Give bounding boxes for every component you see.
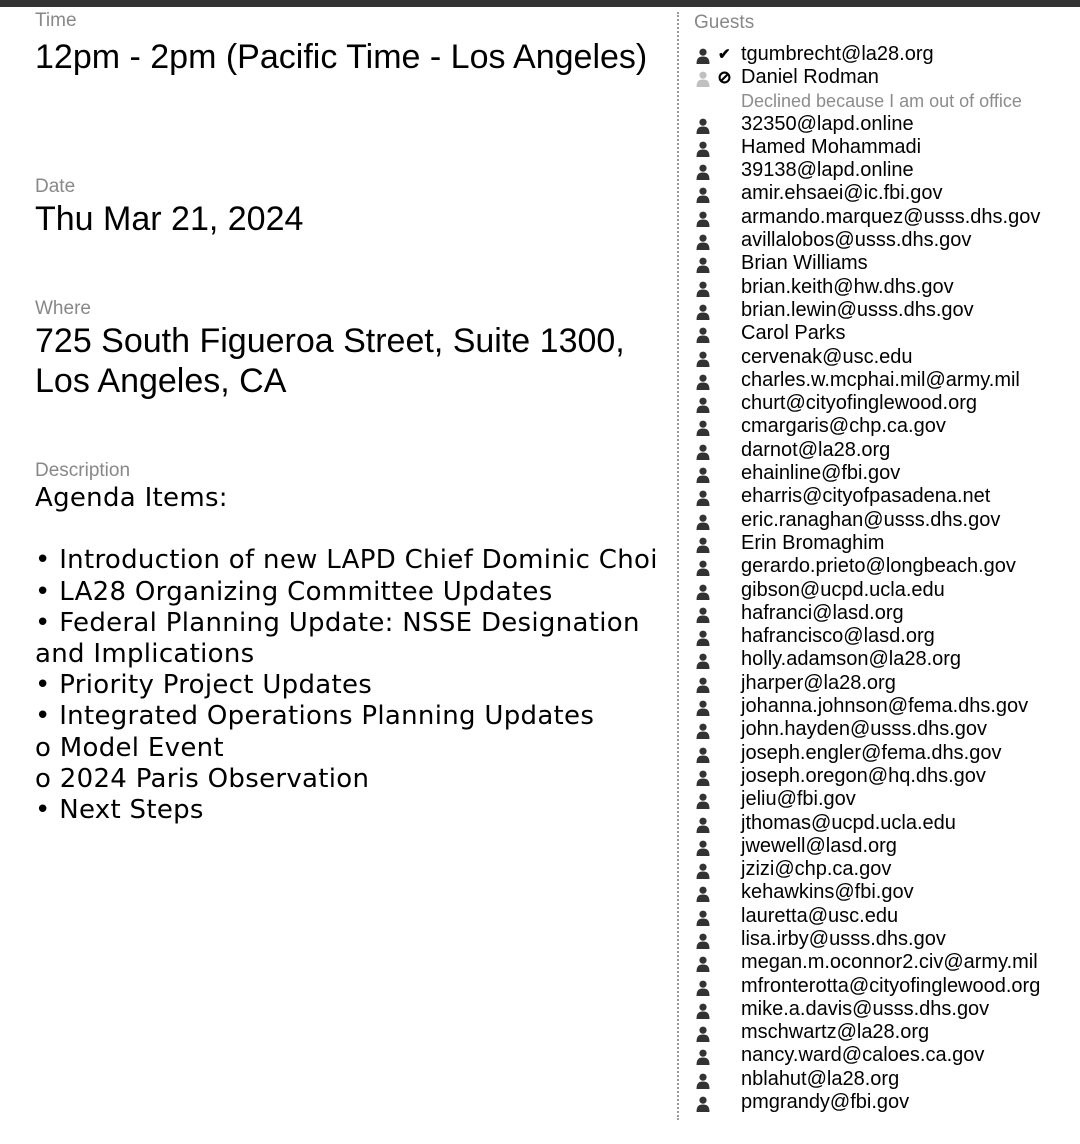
- guest-item[interactable]: [694, 252, 1074, 275]
- guest-name: eric.ranaghan@usss.dhs.gov: [741, 508, 1001, 531]
- guest-item[interactable]: [694, 928, 1074, 951]
- person-icon: [696, 583, 710, 599]
- guest-item[interactable]: [694, 369, 1074, 392]
- person-icon: [696, 909, 710, 925]
- guest-name: kehawkins@fbi.gov: [741, 881, 914, 904]
- person-icon: [696, 722, 710, 738]
- person-icon: [696, 816, 710, 832]
- guest-name: hafrancisco@lasd.org: [741, 625, 935, 648]
- where-label: Where: [35, 298, 91, 319]
- guest-item[interactable]: [694, 835, 1074, 858]
- guest-item[interactable]: [694, 1091, 1074, 1114]
- guest-name: mike.a.davis@usss.dhs.gov: [741, 997, 990, 1020]
- guest-item[interactable]: [694, 672, 1074, 695]
- guest-item[interactable]: [694, 625, 1074, 648]
- guest-name: johanna.johnson@fema.dhs.gov: [741, 695, 1029, 718]
- guest-name: Hamed Mohammadi: [741, 135, 922, 158]
- person-icon: [696, 559, 710, 575]
- guest-name: charles.w.mcphai.mil@army.mil: [741, 368, 1020, 391]
- guest-name: 32350@lapd.online: [741, 112, 914, 135]
- guest-item[interactable]: [694, 415, 1074, 438]
- person-icon: [696, 186, 710, 202]
- person-icon: [696, 117, 710, 133]
- guest-name: lisa.irby@usss.dhs.gov: [741, 927, 946, 950]
- person-icon: [696, 955, 710, 971]
- guest-name: pmgrandy@fbi.gov: [741, 1091, 910, 1114]
- guest-name: avillalobos@usss.dhs.gov: [741, 229, 972, 252]
- person-icon: [696, 1048, 710, 1064]
- guest-item[interactable]: [694, 742, 1074, 765]
- guest-name: jthomas@ucpd.ucla.edu: [741, 811, 956, 834]
- guest-item[interactable]: [694, 113, 1074, 136]
- person-icon: [696, 932, 710, 948]
- guest-name: tgumbrecht@la28.org: [741, 43, 934, 65]
- person-icon: [696, 70, 710, 86]
- guest-item[interactable]: [694, 555, 1074, 578]
- person-icon: [696, 1095, 710, 1111]
- guest-name: jeliu@fbi.gov: [741, 788, 856, 811]
- person-icon: [696, 47, 710, 63]
- guests-label: Guests: [694, 12, 755, 33]
- person-icon: [696, 373, 710, 389]
- guest-item[interactable]: [694, 881, 1074, 904]
- guest-item[interactable]: [694, 975, 1074, 998]
- person-icon: [696, 676, 710, 692]
- declined-icon: [718, 66, 731, 91]
- person-icon: [696, 163, 710, 179]
- guest-item[interactable]: [694, 579, 1074, 602]
- guest-name: gerardo.prieto@longbeach.gov: [741, 555, 1016, 578]
- person-icon: [696, 303, 710, 319]
- person-icon: [696, 606, 710, 622]
- guest-name: eharris@cityofpasadena.net: [741, 485, 991, 508]
- guest-item[interactable]: [694, 1044, 1074, 1067]
- time-section: [35, 9, 665, 77]
- guest-item[interactable]: [694, 229, 1074, 252]
- column-divider: [677, 12, 679, 1120]
- person-icon: [696, 769, 710, 785]
- guest-item[interactable]: [694, 951, 1074, 974]
- guest-name: Daniel Rodman: [741, 66, 879, 89]
- guest-name: john.hayden@usss.dhs.gov: [741, 718, 988, 741]
- guest-name: amir.ehsaei@ic.fbi.gov: [741, 182, 943, 205]
- guest-item[interactable]: [694, 43, 1074, 66]
- guest-item[interactable]: [694, 1021, 1074, 1044]
- guest-name: joseph.engler@fema.dhs.gov: [741, 741, 1002, 764]
- guest-name: mschwartz@la28.org: [741, 1021, 930, 1044]
- guest-name: jzizi@chp.ca.gov: [741, 858, 892, 881]
- person-icon: [696, 350, 710, 366]
- guest-item[interactable]: [694, 1068, 1074, 1091]
- description-label: Description: [35, 460, 131, 481]
- where-section: [35, 297, 665, 401]
- description-body: Agenda Items: • Introduction of new LAPD Chief Dominic Choi • LA28 Organizing Committee Updates • Federal Planning Update: NSSE Designation and Implications • Priority Project Updates • Integrated Operations Planning Updates o Model Event o 2024 Paris Observation • Next Steps: [35, 483, 658, 826]
- guest-item[interactable]: [694, 299, 1074, 322]
- guest-item[interactable]: [694, 858, 1074, 881]
- person-icon: [696, 885, 710, 901]
- guest-item[interactable]: [694, 765, 1074, 788]
- person-icon: [696, 979, 710, 995]
- guest-name: nancy.ward@caloes.ca.gov: [741, 1044, 985, 1067]
- person-icon: [696, 396, 710, 412]
- person-icon: [696, 629, 710, 645]
- guest-item[interactable]: [694, 392, 1074, 415]
- guest-name: brian.keith@hw.dhs.gov: [741, 275, 954, 298]
- guest-name: Erin Bromaghim: [741, 531, 885, 554]
- guest-item[interactable]: [694, 276, 1074, 299]
- guest-response-note: Declined because I am out of office: [741, 90, 1022, 111]
- time-value: 12pm - 2pm (Pacific Time - Los Angeles): [35, 38, 648, 76]
- guest-name: mfronterotta@cityofinglewood.org: [741, 974, 1041, 997]
- guest-item[interactable]: [694, 695, 1074, 718]
- guest-item[interactable]: [694, 439, 1074, 462]
- guest-name: jharper@la28.org: [741, 671, 896, 694]
- guest-item[interactable]: [694, 788, 1074, 811]
- guest-name: holly.adamson@la28.org: [741, 648, 962, 671]
- person-icon: [696, 1025, 710, 1041]
- guest-item[interactable]: [694, 905, 1074, 928]
- guest-item[interactable]: [694, 602, 1074, 625]
- guest-item[interactable]: [694, 322, 1074, 345]
- date-value: Thu Mar 21, 2024: [35, 200, 304, 238]
- person-icon: [696, 326, 710, 342]
- person-icon: [696, 443, 710, 459]
- guest-name: joseph.oregon@hq.dhs.gov: [741, 764, 986, 787]
- guest-item[interactable]: [694, 718, 1074, 741]
- guest-name: megan.m.oconnor2.civ@army.mil: [741, 951, 1038, 974]
- guest-name: armando.marquez@usss.dhs.gov: [741, 205, 1041, 228]
- guest-item[interactable]: [694, 136, 1074, 159]
- person-icon: [696, 233, 710, 249]
- guest-item[interactable]: [694, 485, 1074, 508]
- guest-list: [694, 43, 1074, 1114]
- person-icon: [696, 466, 710, 482]
- guest-item[interactable]: [694, 532, 1074, 555]
- guest-item[interactable]: [694, 509, 1074, 532]
- top-bar: [0, 0, 1080, 7]
- guest-name: brian.lewin@usss.dhs.gov: [741, 298, 974, 321]
- person-icon: [696, 210, 710, 226]
- person-icon: [696, 699, 710, 715]
- person-icon: [696, 1072, 710, 1088]
- person-icon: [696, 1002, 710, 1018]
- guest-name: ehainline@fbi.gov: [741, 462, 901, 485]
- guest-name: darnot@la28.org: [741, 438, 891, 461]
- checkmark-icon: ✔: [718, 46, 731, 63]
- guest-item[interactable]: [694, 346, 1074, 369]
- person-icon: [696, 513, 710, 529]
- guest-name: jwewell@lasd.org: [741, 834, 897, 857]
- guest-item[interactable]: [694, 812, 1074, 835]
- person-icon: [696, 746, 710, 762]
- person-icon: [696, 419, 710, 435]
- person-icon: [696, 536, 710, 552]
- guest-item[interactable]: [694, 66, 1074, 89]
- person-icon: [696, 862, 710, 878]
- guest-item[interactable]: [694, 206, 1074, 229]
- person-icon: [696, 652, 710, 668]
- guest-name: Brian Williams: [741, 252, 868, 275]
- guest-name: lauretta@usc.edu: [741, 904, 899, 927]
- person-icon: [696, 280, 710, 296]
- person-icon: [696, 839, 710, 855]
- description-section: [35, 459, 675, 826]
- person-icon: [696, 256, 710, 272]
- date-section: [35, 175, 303, 239]
- guest-name: nblahut@la28.org: [741, 1067, 900, 1090]
- guest-name: gibson@ucpd.ucla.edu: [741, 578, 945, 601]
- guest-name: cervenak@usc.edu: [741, 345, 913, 368]
- date-label: Date: [35, 176, 76, 197]
- guest-item[interactable]: [694, 648, 1074, 671]
- person-icon: [696, 140, 710, 156]
- person-icon: [696, 792, 710, 808]
- guest-item[interactable]: [694, 182, 1074, 205]
- where-value: 725 South Figueroa Street, Suite 1300, Los Angeles, CA: [35, 322, 625, 400]
- guests-panel: [694, 11, 1074, 1114]
- person-icon: [696, 489, 710, 505]
- guest-name: 39138@lapd.online: [741, 159, 914, 182]
- guest-item[interactable]: [694, 998, 1074, 1021]
- time-label: Time: [35, 10, 77, 31]
- guest-item[interactable]: [694, 462, 1074, 485]
- guest-item[interactable]: [694, 159, 1074, 182]
- guest-name: cmargaris@chp.ca.gov: [741, 415, 946, 438]
- event-details: [35, 9, 665, 826]
- guest-name: churt@cityofinglewood.org: [741, 392, 977, 415]
- guest-name: Carol Parks: [741, 322, 846, 345]
- guest-name: hafranci@lasd.org: [741, 601, 904, 624]
